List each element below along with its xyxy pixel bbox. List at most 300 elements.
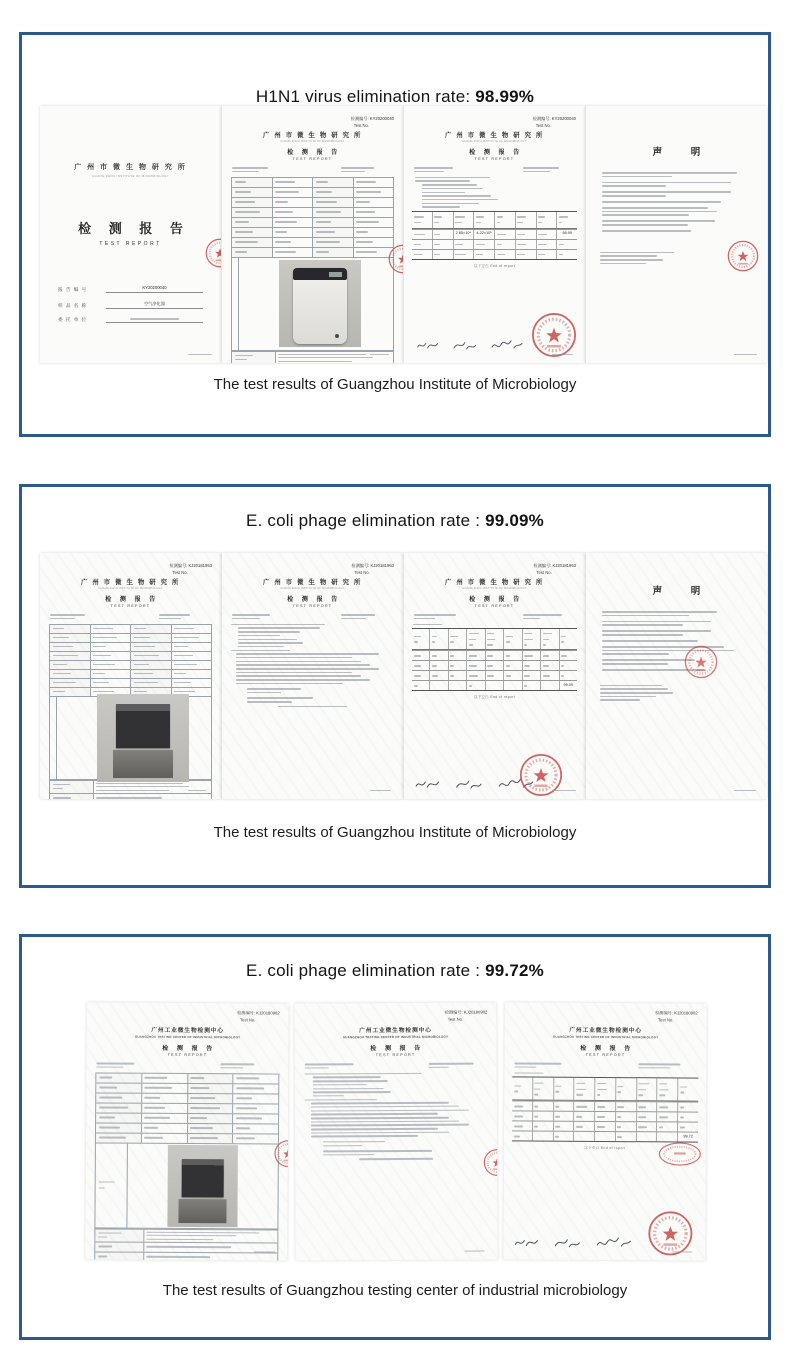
sample-picture-row xyxy=(94,1143,279,1229)
institute-name-cn: 广州工业微生物检测中心 xyxy=(151,1027,224,1035)
text-line xyxy=(517,216,525,218)
table-cell xyxy=(512,1132,532,1141)
test-conditions xyxy=(404,177,585,208)
text-line xyxy=(497,234,506,236)
table-cell xyxy=(453,230,474,239)
air-purifier-body xyxy=(293,268,347,344)
text-line xyxy=(680,1126,685,1128)
report-number xyxy=(237,1010,280,1024)
text-line xyxy=(93,628,113,630)
text-line xyxy=(469,685,472,687)
text-line xyxy=(99,1187,105,1189)
text-line xyxy=(50,618,75,620)
text-line xyxy=(487,644,492,646)
form-cell xyxy=(90,643,131,651)
table-header-cell xyxy=(503,629,521,649)
form-cell xyxy=(232,1104,278,1113)
text-line xyxy=(311,1131,448,1133)
text-line xyxy=(313,1095,344,1097)
table-cell xyxy=(532,1112,553,1121)
form-row xyxy=(50,642,211,651)
declaration-paragraph xyxy=(602,646,755,655)
page-footer xyxy=(552,351,576,357)
test-no-label: Test No. xyxy=(536,569,552,575)
sample-picture-label xyxy=(232,258,239,350)
table-cell xyxy=(532,1132,553,1141)
text-line xyxy=(414,675,421,677)
table-data-row xyxy=(512,1101,698,1112)
table-cell xyxy=(556,240,577,249)
report-header xyxy=(404,577,585,608)
date-received xyxy=(232,165,284,175)
text-line xyxy=(254,1251,275,1252)
text-line xyxy=(497,254,505,256)
text-line xyxy=(231,624,325,626)
form-cell xyxy=(232,228,272,237)
declaration-paragraph xyxy=(602,669,755,671)
declaration-paragraph xyxy=(602,630,755,635)
text-line xyxy=(359,1158,433,1160)
report-no-value: KJ20181953 xyxy=(552,563,576,568)
text-line xyxy=(497,222,501,224)
condition-lines xyxy=(422,195,527,208)
text-line xyxy=(680,1116,684,1118)
table-cell xyxy=(536,240,557,249)
report-method-page xyxy=(294,1002,497,1260)
text-line xyxy=(311,1135,418,1137)
institute-name-cn: 广 州 市 微 生 物 研 究 所 xyxy=(263,579,362,586)
declaration-paragraph xyxy=(602,201,755,203)
text-line xyxy=(576,1116,583,1118)
text-line xyxy=(432,675,438,677)
text-line xyxy=(552,354,573,355)
text-line xyxy=(316,241,340,243)
form-cell xyxy=(171,670,212,678)
table-cell xyxy=(522,661,540,670)
form-cell xyxy=(171,661,212,669)
text-line xyxy=(734,354,757,355)
method-lines xyxy=(305,1073,442,1075)
panel-title-text: E. coli phage elimination rate : xyxy=(246,961,486,980)
text-line xyxy=(93,664,115,666)
report-results-page xyxy=(503,1002,707,1260)
table-cell xyxy=(556,230,577,239)
text-line xyxy=(236,1098,252,1100)
form-cell xyxy=(232,248,272,257)
form-cell xyxy=(141,1093,187,1102)
cover-field-row xyxy=(58,301,203,310)
form-cell xyxy=(187,1094,233,1103)
text-line xyxy=(316,211,342,213)
text-line xyxy=(514,1105,524,1107)
text-line xyxy=(597,1088,608,1090)
form-cell xyxy=(272,228,313,237)
table-cell xyxy=(540,651,558,660)
table-average-row xyxy=(512,1131,698,1142)
text-line xyxy=(93,691,114,693)
text-line xyxy=(555,1091,559,1093)
text-line xyxy=(414,655,422,657)
panel-title-text: H1N1 virus elimination rate: xyxy=(255,87,476,106)
text-line xyxy=(275,191,299,193)
table-header-cell xyxy=(448,629,466,649)
declaration-title: 声 明 xyxy=(652,147,714,158)
form-cell xyxy=(232,218,272,227)
page-footer xyxy=(552,787,576,793)
text-line xyxy=(316,181,328,183)
table-cell xyxy=(432,240,453,249)
institute-name-cn: 广 州 市 微 生 物 研 究 所 xyxy=(74,164,187,171)
declaration-paragraph xyxy=(602,191,755,196)
table-cell xyxy=(540,671,558,680)
text-line xyxy=(465,1250,485,1251)
form-cell xyxy=(272,188,313,197)
form-row xyxy=(96,1122,278,1133)
date-row xyxy=(96,1060,278,1071)
report-no-label: 检测编号: xyxy=(169,563,188,568)
text-line xyxy=(576,1094,583,1096)
text-line xyxy=(145,1087,173,1089)
date-analyzed xyxy=(428,1061,486,1071)
text-line xyxy=(174,655,193,657)
text-line xyxy=(469,675,478,677)
form-cell xyxy=(232,208,272,217)
text-line xyxy=(96,797,162,799)
form-cell xyxy=(232,1134,278,1143)
test-no-label: Test No. xyxy=(447,1016,464,1022)
text-line xyxy=(535,1082,544,1084)
text-line xyxy=(422,188,483,190)
text-line xyxy=(275,201,288,203)
text-line xyxy=(235,211,260,213)
text-line xyxy=(99,1097,123,1099)
form-cell xyxy=(353,198,394,207)
date-received xyxy=(96,1060,154,1070)
text-line xyxy=(602,653,669,655)
report-title-en: TEST REPORT xyxy=(292,157,333,161)
field-label: 报 告 编 号 xyxy=(58,286,88,292)
form-cell xyxy=(141,1103,187,1112)
table-header-cell xyxy=(485,629,503,649)
text-line xyxy=(53,682,76,684)
method-text xyxy=(222,624,403,703)
form-row xyxy=(96,1082,278,1093)
form-row xyxy=(232,227,393,237)
text-line xyxy=(313,1084,367,1086)
table-cell xyxy=(559,671,577,680)
text-line xyxy=(190,1107,220,1109)
form-cell xyxy=(50,661,90,669)
text-line xyxy=(316,191,333,193)
table-cell xyxy=(515,250,536,259)
report-no-value: KY20200040 xyxy=(551,116,576,121)
text-line xyxy=(414,171,444,173)
report-number xyxy=(351,563,394,576)
table-cell xyxy=(503,661,521,670)
table-cell xyxy=(429,681,447,690)
form-row xyxy=(50,660,211,669)
form-cell xyxy=(187,1074,233,1083)
results-table xyxy=(412,211,577,260)
text-line xyxy=(174,682,191,684)
text-line xyxy=(99,1087,118,1089)
text-line xyxy=(98,1137,125,1139)
institute-name-en: GUANG ZHOU INSTITUTE OF MICROBIOLOGY xyxy=(462,140,527,143)
text-line xyxy=(600,263,646,265)
table-cell xyxy=(532,1102,553,1111)
table-cell xyxy=(473,230,494,239)
table-cell xyxy=(412,240,432,249)
end-of-report-note: 以下空白 End of report xyxy=(473,263,516,268)
text-line xyxy=(235,191,251,193)
table-cell xyxy=(412,681,429,690)
table-cell xyxy=(522,681,540,690)
text-line xyxy=(617,1116,621,1118)
text-line xyxy=(98,1232,122,1234)
text-line xyxy=(524,655,533,657)
text-line xyxy=(602,214,689,216)
table-header-cell xyxy=(677,1079,698,1101)
report-title-cn: 检 测 报 告 xyxy=(469,597,523,603)
report-no-value: KY20200040 xyxy=(369,116,394,121)
text-line xyxy=(428,1067,448,1069)
test-no-label: Test No. xyxy=(172,569,188,575)
form-cell xyxy=(186,1124,232,1133)
text-line xyxy=(602,615,689,617)
text-line xyxy=(147,1235,237,1236)
form-cell xyxy=(232,178,272,187)
text-line xyxy=(535,1088,541,1090)
institute-name-en: GUANG ZHOU INSTITUTE OF MICROBIOLOGY xyxy=(98,587,163,590)
results-table xyxy=(412,628,577,691)
report-title-en: TEST REPORT xyxy=(292,604,333,608)
text-line xyxy=(450,636,458,638)
text-line xyxy=(434,216,442,218)
text-line xyxy=(455,254,466,256)
field-value: KY20200040 xyxy=(106,285,203,293)
text-line xyxy=(93,637,117,639)
page-footer xyxy=(734,351,758,357)
text-line xyxy=(134,655,160,657)
text-line xyxy=(543,644,547,646)
form-cell xyxy=(171,634,212,642)
text-line xyxy=(53,628,65,630)
text-line xyxy=(236,679,370,681)
registration-seal-icon xyxy=(658,1141,702,1166)
table-header-cell xyxy=(540,629,558,649)
form-cell xyxy=(272,208,313,217)
form-row xyxy=(96,1112,278,1123)
text-line xyxy=(236,683,342,685)
text-line xyxy=(602,207,708,209)
text-line xyxy=(476,216,484,218)
text-line xyxy=(414,216,424,218)
panel-title xyxy=(22,87,768,107)
text-line xyxy=(356,201,370,203)
formula-lines xyxy=(323,1141,448,1147)
text-line xyxy=(323,1150,432,1152)
text-line xyxy=(159,614,190,616)
text-line xyxy=(53,637,69,639)
text-line xyxy=(602,621,711,623)
form-row xyxy=(50,625,211,633)
test-chamber-photo xyxy=(167,1144,237,1226)
text-line xyxy=(432,665,437,667)
table-cell xyxy=(553,1132,574,1141)
text-line xyxy=(602,634,683,636)
text-line xyxy=(638,1067,670,1069)
text-line xyxy=(469,665,477,667)
table-header-cell xyxy=(594,1078,615,1100)
form-cell xyxy=(95,1242,143,1251)
table-cell xyxy=(432,230,453,239)
form-cell xyxy=(141,1133,187,1142)
text-line xyxy=(555,1085,561,1087)
text-line xyxy=(275,211,293,213)
document-strip xyxy=(40,106,767,363)
text-line xyxy=(414,167,453,169)
declaration-page xyxy=(585,106,767,363)
form-cell xyxy=(272,238,313,247)
table-cell xyxy=(559,661,577,670)
text-line xyxy=(341,618,366,620)
form-cell xyxy=(50,781,93,793)
table-cell xyxy=(677,1113,698,1122)
text-line xyxy=(220,1063,254,1065)
date-received xyxy=(232,612,284,622)
text-line xyxy=(597,1126,606,1128)
text-line xyxy=(543,633,552,635)
text-line xyxy=(235,231,254,233)
form-cell xyxy=(353,218,394,227)
text-line xyxy=(232,614,270,616)
text-line xyxy=(618,1086,624,1088)
text-line xyxy=(734,790,756,791)
table-cell xyxy=(522,671,540,680)
declaration-paragraph xyxy=(602,659,755,664)
text-line xyxy=(638,1089,646,1091)
text-line xyxy=(618,1092,622,1094)
text-line xyxy=(323,1154,374,1156)
text-line xyxy=(517,222,522,224)
text-line xyxy=(434,234,440,236)
text-line xyxy=(370,790,391,791)
text-line xyxy=(432,641,435,643)
text-line xyxy=(432,655,437,657)
text-line xyxy=(238,646,284,648)
text-line xyxy=(313,1080,388,1082)
text-line xyxy=(235,355,254,357)
form-cell xyxy=(96,1133,141,1142)
text-line xyxy=(190,1097,215,1099)
text-line xyxy=(602,185,666,187)
table-cell xyxy=(556,250,577,259)
table-header-cell xyxy=(412,212,432,228)
table-header-cell xyxy=(432,212,453,228)
report-no-label: 检测编号: xyxy=(532,116,551,121)
text-line xyxy=(145,1077,168,1079)
form-cell xyxy=(130,679,171,687)
method-rows xyxy=(94,1228,278,1261)
table-cell xyxy=(473,240,494,249)
text-line xyxy=(236,661,361,663)
table-cell xyxy=(636,1102,657,1111)
air-purifier-display xyxy=(329,272,342,277)
text-line xyxy=(98,1236,107,1238)
text-line xyxy=(597,1116,605,1118)
text-line xyxy=(313,1091,391,1093)
form-row xyxy=(96,1092,278,1103)
continued-note xyxy=(278,706,347,708)
table-cell xyxy=(573,1122,594,1131)
report-title-cn: 检 测 报 告 xyxy=(370,1045,424,1053)
form-cell xyxy=(171,625,212,633)
text-line xyxy=(236,1128,250,1130)
text-line xyxy=(144,1137,163,1139)
straddle-seal-icon xyxy=(483,1148,498,1176)
table-cell xyxy=(677,1123,698,1132)
institute-name-cn: 广州工业微生物检测中心 xyxy=(359,1027,432,1035)
report-no-value: KJ20181953 xyxy=(370,563,394,568)
text-line xyxy=(147,1232,260,1233)
text-line xyxy=(96,790,169,791)
text-line xyxy=(576,1088,586,1090)
report-results-page xyxy=(403,106,585,363)
method-lines xyxy=(313,1076,430,1085)
table-data-row xyxy=(512,1121,698,1132)
end-of-report-note: 以下空白 End of report xyxy=(584,1146,626,1151)
table-header-cell xyxy=(636,1078,657,1100)
table-cell xyxy=(485,651,503,660)
text-line xyxy=(559,216,568,218)
declaration-paragraph xyxy=(602,621,755,626)
text-line xyxy=(600,696,656,698)
table-cell xyxy=(656,1133,677,1142)
text-line xyxy=(602,220,715,222)
text-line xyxy=(600,699,640,701)
form-row xyxy=(232,217,393,227)
form-cell xyxy=(171,643,212,651)
panel-title xyxy=(22,961,768,981)
table-cell xyxy=(429,661,447,670)
formula-lines xyxy=(247,688,356,693)
report-title-en: TEST REPORT xyxy=(585,1052,626,1058)
elimination-rate-value: 99.09 xyxy=(563,682,573,687)
official-seal-icon xyxy=(727,240,759,272)
text-line xyxy=(236,1118,263,1120)
form-cell xyxy=(141,1113,187,1122)
table-data-row xyxy=(412,660,577,670)
text-line xyxy=(561,675,564,677)
form-cell xyxy=(93,794,212,799)
table-cell xyxy=(536,230,557,239)
approver-signatures xyxy=(511,1234,641,1251)
text-line xyxy=(134,646,155,648)
text-line xyxy=(414,641,419,643)
text-line xyxy=(559,222,563,224)
form-cell xyxy=(232,198,272,207)
form-cell xyxy=(272,178,313,187)
text-line xyxy=(422,199,498,201)
text-line xyxy=(602,659,695,661)
table-cell xyxy=(532,1122,553,1131)
institute-name-en: GUANG ZHOU INSTITUTE OF MICROBIOLOGY xyxy=(280,587,345,590)
method-lines xyxy=(236,653,388,684)
table-cell xyxy=(657,1113,678,1122)
text-line xyxy=(414,614,456,616)
text-line xyxy=(434,222,439,224)
text-line xyxy=(316,201,337,203)
